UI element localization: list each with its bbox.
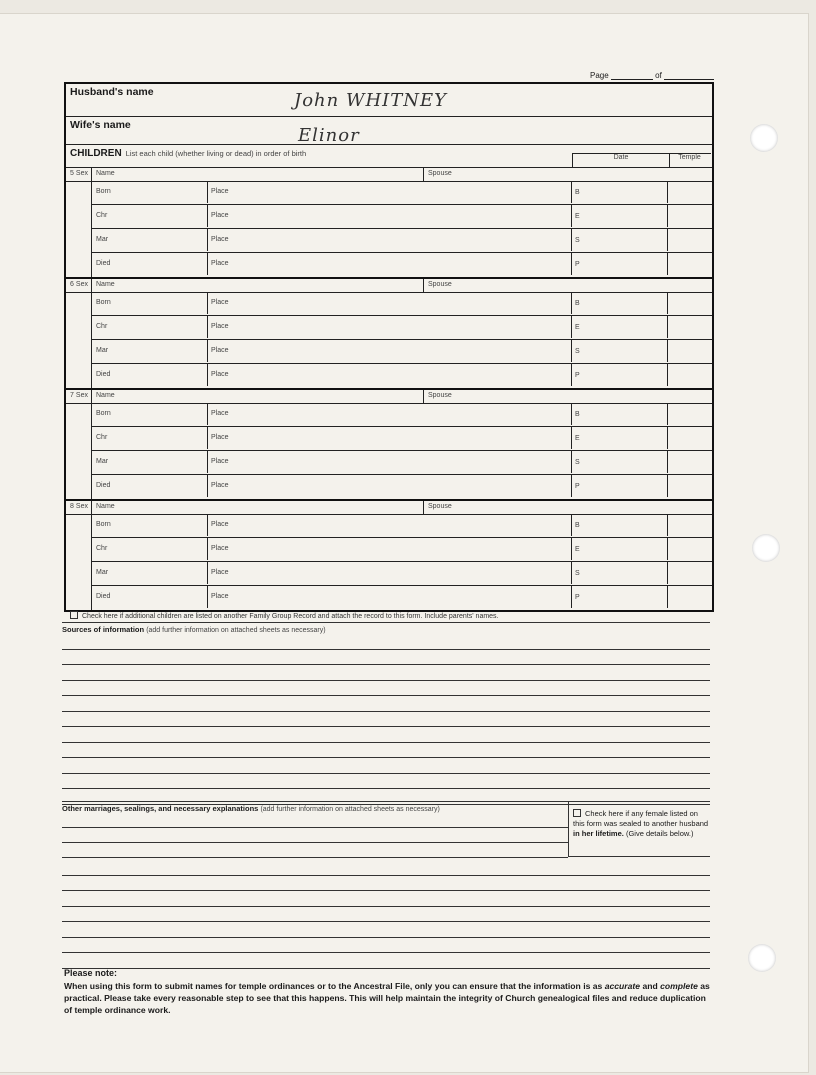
child-number: 5 Sex <box>70 170 88 177</box>
ruled-line[interactable] <box>62 696 710 712</box>
female-check-details: (Give details below.) <box>625 829 694 838</box>
husband-name-value[interactable]: John WHITNEY <box>294 90 448 111</box>
child-spouse-label: Spouse <box>428 503 452 510</box>
place-label: Place <box>211 323 229 330</box>
sources-section <box>62 622 710 805</box>
place-label: Place <box>211 188 229 195</box>
date-column-label: Date <box>572 153 670 167</box>
child-name-row[interactable] <box>66 501 712 515</box>
child-spouse-label: Spouse <box>428 392 452 399</box>
ruled-line[interactable] <box>62 634 710 650</box>
ordinance-label: P <box>575 594 580 601</box>
event-label: Chr <box>96 545 108 552</box>
ordinance-label: E <box>575 546 580 553</box>
child-block <box>66 168 712 279</box>
ruled-line[interactable] <box>62 813 568 828</box>
female-check-bold: in her lifetime. <box>573 829 624 838</box>
place-label: Place <box>211 410 229 417</box>
place-label: Place <box>211 521 229 528</box>
child-event-row[interactable] <box>91 205 712 229</box>
place-label: Place <box>211 347 229 354</box>
ordinance-label: S <box>575 459 580 466</box>
ruled-line[interactable] <box>62 758 710 774</box>
event-label: Born <box>96 521 111 528</box>
ordinance-label: B <box>575 300 580 307</box>
event-label: Born <box>96 299 111 306</box>
event-label: Chr <box>96 323 108 330</box>
place-label: Place <box>211 593 229 600</box>
place-label: Place <box>211 236 229 243</box>
ordinance-label: E <box>575 435 580 442</box>
place-label: Place <box>211 371 229 378</box>
ordinance-label: E <box>575 324 580 331</box>
ruled-line[interactable] <box>62 876 710 892</box>
event-label: Died <box>96 593 111 600</box>
ruled-line[interactable] <box>62 922 710 938</box>
ruled-line[interactable] <box>62 907 710 923</box>
child-name-label: Name <box>96 281 115 288</box>
sources-lines[interactable] <box>62 634 710 805</box>
event-label: Mar <box>96 569 109 576</box>
ordinance-label: B <box>575 411 580 418</box>
child-event-row[interactable] <box>91 475 712 497</box>
temple-column-label: Temple <box>668 153 711 167</box>
ordinance-label: P <box>575 372 580 379</box>
place-label: Place <box>211 212 229 219</box>
child-name-label: Name <box>96 392 115 399</box>
ordinance-label: S <box>575 348 580 355</box>
child-name-row[interactable] <box>66 168 712 182</box>
place-label: Place <box>211 299 229 306</box>
ruled-line[interactable] <box>62 712 710 728</box>
children-title: CHILDREN List each child (whether living or dead) in order of birth <box>70 148 307 159</box>
child-event-row[interactable] <box>91 451 712 475</box>
additional-children-checkbox-row[interactable] <box>70 611 499 620</box>
page-label: Page <box>590 71 609 80</box>
ordinance-label: E <box>575 213 580 220</box>
child-number: 8 Sex <box>70 503 88 510</box>
child-event-row[interactable] <box>91 253 712 275</box>
ruled-line[interactable] <box>62 774 710 790</box>
child-name-row[interactable] <box>66 279 712 293</box>
please-note-heading: Please note: <box>64 968 118 978</box>
child-event-row[interactable] <box>91 340 712 364</box>
event-label: Died <box>96 260 111 267</box>
child-name-row[interactable] <box>66 390 712 404</box>
child-name-label: Name <box>96 170 115 177</box>
female-check-text: Check here if any female listed on this form was sealed to another husband <box>573 809 709 828</box>
wife-row[interactable] <box>66 117 712 145</box>
other-marriages-title: Other marriages, sealings, and necessary explanations (add further information on attached sheets as necessary) <box>62 804 440 813</box>
additional-children-checkbox[interactable] <box>70 611 78 619</box>
ordinance-label: P <box>575 261 580 268</box>
children-list <box>66 168 712 612</box>
wife-name-value[interactable]: Elinor <box>298 125 360 146</box>
child-event-row[interactable] <box>91 562 712 586</box>
child-event-row[interactable] <box>91 403 712 427</box>
other-marriages-section <box>62 801 710 858</box>
punch-hole-middle <box>752 534 780 562</box>
ruled-line[interactable] <box>62 650 710 666</box>
event-label: Mar <box>96 347 109 354</box>
place-label: Place <box>211 482 229 489</box>
wife-label: Wife's name <box>70 119 131 131</box>
child-event-row[interactable] <box>91 292 712 316</box>
other-marriages-lines-full[interactable] <box>62 860 710 969</box>
ruled-line[interactable] <box>62 727 710 743</box>
punch-hole-bottom <box>748 944 776 972</box>
children-header <box>66 145 712 168</box>
child-name-label: Name <box>96 503 115 510</box>
of-label: of <box>655 71 662 80</box>
ruled-line[interactable] <box>62 743 710 759</box>
child-event-row[interactable] <box>91 538 712 562</box>
event-label: Mar <box>96 236 109 243</box>
child-event-row[interactable] <box>91 364 712 386</box>
event-label: Born <box>96 410 111 417</box>
child-event-row[interactable] <box>91 316 712 340</box>
ruled-line[interactable] <box>62 891 710 907</box>
event-label: Died <box>96 482 111 489</box>
ruled-line[interactable] <box>62 665 710 681</box>
additional-children-note: Check here if additional children are listed on another Family Group Record and attach the record to this form. Include parents' names. <box>82 613 499 620</box>
ordinance-label: B <box>575 522 580 529</box>
husband-label: Husband's name <box>70 86 154 98</box>
child-event-row[interactable] <box>91 181 712 205</box>
family-group-record <box>64 82 714 612</box>
ordinance-label: B <box>575 189 580 196</box>
ruled-line[interactable] <box>62 828 568 843</box>
punch-hole-top <box>750 124 778 152</box>
child-event-row[interactable] <box>91 514 712 538</box>
ruled-line[interactable] <box>62 681 710 697</box>
place-label: Place <box>211 260 229 267</box>
event-label: Mar <box>96 458 109 465</box>
event-label: Born <box>96 188 111 195</box>
event-label: Chr <box>96 212 108 219</box>
ordinance-label: S <box>575 570 580 577</box>
child-event-row[interactable] <box>91 586 712 608</box>
child-spouse-label: Spouse <box>428 281 452 288</box>
child-number: 7 Sex <box>70 392 88 399</box>
child-number: 6 Sex <box>70 281 88 288</box>
child-spouse-label: Spouse <box>428 170 452 177</box>
event-label: Chr <box>96 434 108 441</box>
place-label: Place <box>211 569 229 576</box>
child-block <box>66 501 712 612</box>
husband-row[interactable] <box>66 84 712 117</box>
female-sealed-checkbox[interactable] <box>573 809 581 817</box>
other-marriages-lines-short[interactable] <box>62 813 568 858</box>
ordinance-label: P <box>575 483 580 490</box>
event-label: Died <box>96 371 111 378</box>
sources-title: Sources of information (add further information on attached sheets as necessary) <box>62 625 326 634</box>
ruled-line[interactable] <box>62 938 710 954</box>
child-block <box>66 279 712 390</box>
place-label: Place <box>211 545 229 552</box>
please-note: Please note: When using this form to submit names for temple ordinances or to the Ancestral File, only you can ensure that the information is as accurate and complete as practical. Please take every reasonable step to see that this happens. This will help maintain the integrity of Church genealogical files and reduce duplication of temple ordinance work. <box>64 967 714 1016</box>
child-event-row[interactable] <box>91 229 712 253</box>
page-number-line <box>590 71 714 80</box>
ruled-line[interactable] <box>62 843 568 858</box>
ruled-line[interactable] <box>62 860 710 876</box>
child-block <box>66 390 712 501</box>
female-sealed-checkbox-row[interactable] <box>568 801 710 857</box>
page-number-field[interactable] <box>611 79 653 80</box>
place-label: Place <box>211 458 229 465</box>
page-total-field[interactable] <box>664 79 714 80</box>
child-event-row[interactable] <box>91 427 712 451</box>
place-label: Place <box>211 434 229 441</box>
ordinance-label: S <box>575 237 580 244</box>
